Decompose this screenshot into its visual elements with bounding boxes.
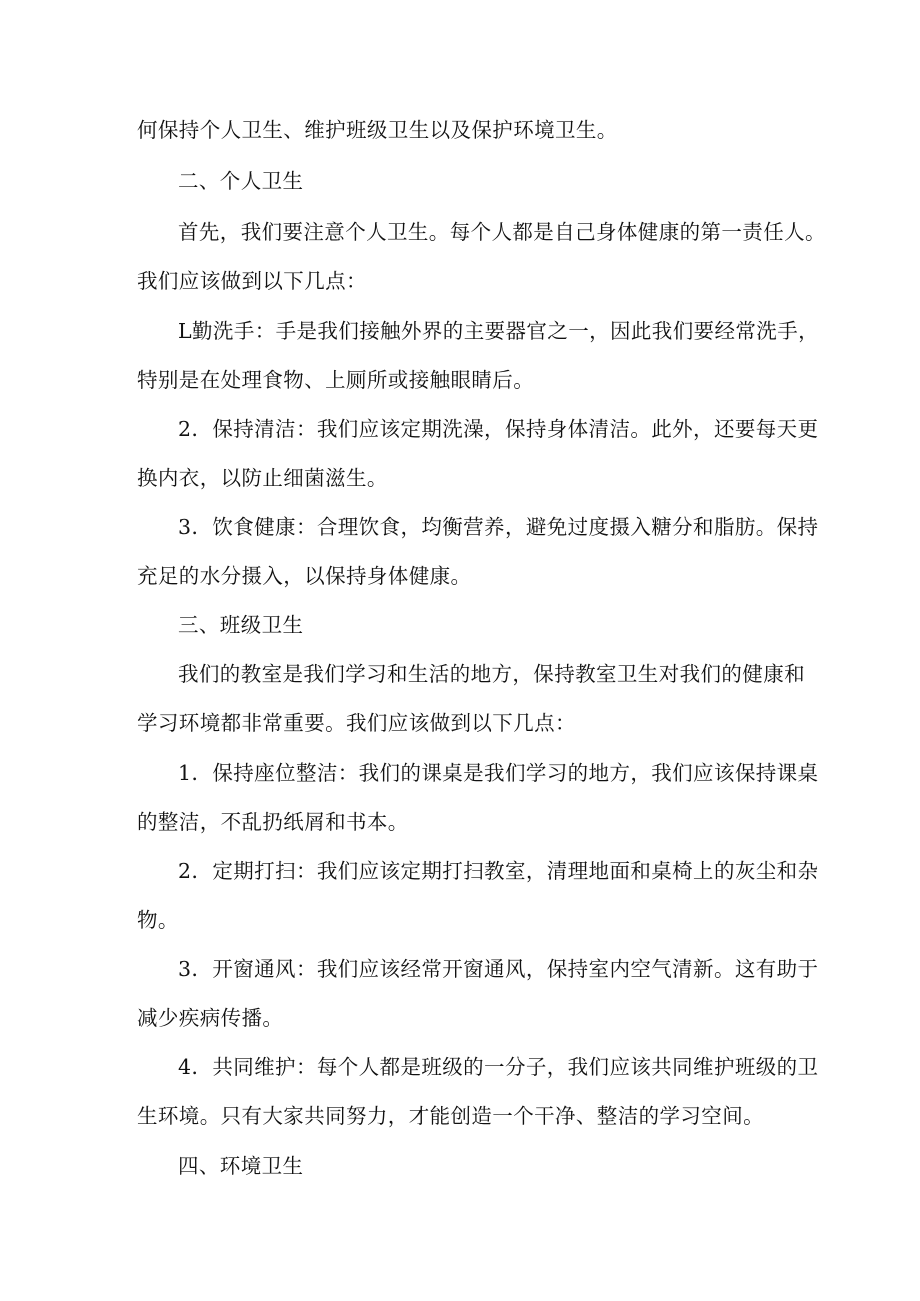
list-item-line: 2．定期打扫：我们应该定期打扫教室，清理地面和桌椅上的灰尘和杂 — [178, 859, 819, 883]
paragraph-line: 何保持个人卫生、维护班级卫生以及保护环境卫生。 — [137, 118, 618, 142]
paragraph-line: 我们应该做到以下几点： — [137, 269, 367, 293]
list-item-line: 2．保持清洁：我们应该定期洗澡，保持身体清洁。此外，还要每天更 — [178, 417, 819, 441]
list-item-line: 3．开窗通风：我们应该经常开窗通风，保持室内空气清新。这有助于 — [178, 957, 819, 981]
list-item-line: 特别是在处理食物、上厕所或接触眼睛后。 — [137, 368, 535, 392]
paragraph-line: 学习环境都非常重要。我们应该做到以下几点： — [137, 711, 576, 735]
list-item-line: 1．保持座位整洁：我们的课桌是我们学习的地方，我们应该保持课桌 — [178, 761, 819, 785]
section-heading: 三、班级卫生 — [178, 613, 304, 637]
list-item-line: L勤洗手：手是我们接触外界的主要器官之一，因此我们要经常洗手， — [178, 319, 820, 343]
paragraph-line: 我们的教室是我们学习和生活的地方，保持教室卫生对我们的健康和 — [178, 662, 805, 686]
list-item-line: 生环境。只有大家共同努力，才能创造一个干净、整洁的学习空间。 — [137, 1104, 764, 1128]
section-heading: 四、环境卫生 — [178, 1154, 304, 1178]
list-item-line: 减少疾病传播。 — [137, 1006, 284, 1030]
list-item-line: 的整洁，不乱扔纸屑和书本。 — [137, 810, 409, 834]
list-item-line: 4．共同维护：每个人都是班级的一分子，我们应该共同维护班级的卫 — [178, 1055, 819, 1079]
list-item-line: 3．饮食健康：合理饮食，均衡营养，避免过度摄入糖分和脂肪。保持 — [178, 515, 819, 539]
section-heading: 二、个人卫生 — [178, 169, 304, 193]
list-item-line: 充足的水分摄入，以保持身体健康。 — [137, 564, 472, 588]
list-item-line: 换内衣，以防止细菌滋生。 — [137, 466, 388, 490]
list-item-line: 物。 — [137, 908, 179, 932]
paragraph-line: 首先，我们要注意个人卫生。每个人都是自己身体健康的第一责任人。 — [178, 220, 826, 244]
